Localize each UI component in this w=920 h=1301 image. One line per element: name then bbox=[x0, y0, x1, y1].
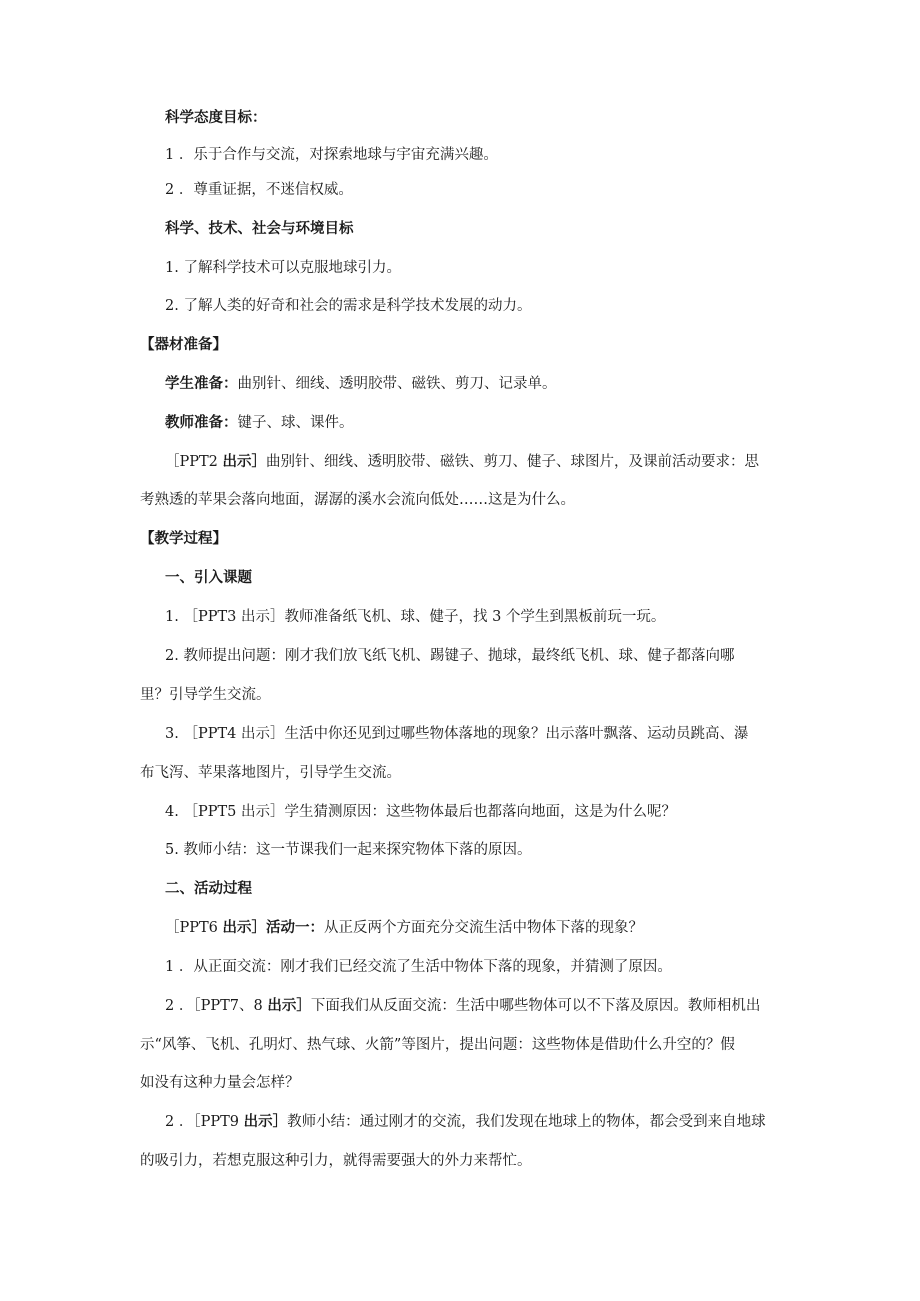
activity-one-text: 从正反两个方面充分交流生活中物体下落的现象？ bbox=[324, 920, 644, 936]
activity-heading: 二、活动过程 bbox=[165, 881, 252, 897]
intro-item-3-line-1: 3. ［PPT4 出示］生活中你还见到过哪些物体落地的现象？出示落叶飘落、运动员跳高、瀑 bbox=[165, 726, 749, 742]
student-prep-line bbox=[165, 374, 557, 394]
activity-item-2-line-1 bbox=[165, 996, 760, 1016]
teacher-prep-line bbox=[165, 413, 354, 433]
intro-item-5: 5. 教师小结：这一节课我们一起来探究物体下落的原因。 bbox=[165, 842, 532, 858]
activity-item-2-line-3: 如没有这种力量会怎样？ bbox=[140, 1075, 300, 1091]
ppt2-line-1 bbox=[165, 452, 759, 472]
activity-one-prefix: ［PPT6 bbox=[165, 920, 223, 936]
ppt2-line-2: 考熟透的苹果会落向地面，潺潺的溪水会流向低处……这是为什么。 bbox=[140, 492, 575, 508]
attitude-goal-item-1: 1 ．乐于合作与交流，对探索地球与宇宙充满兴趣。 bbox=[165, 147, 498, 163]
activity-item-2-prefix: 2 ．［PPT7、8 bbox=[165, 998, 268, 1014]
activity-item-3-show-label: 出示］ bbox=[243, 1114, 288, 1130]
activity-one-line bbox=[165, 918, 643, 938]
intro-item-2-line-2: 里？引导学生交流。 bbox=[140, 687, 271, 703]
teacher-prep-text: 键子、球、课件。 bbox=[237, 415, 354, 431]
activity-item-3-line-2: 的吸引力，若想克服这种引力，就得需要强大的外力来帮忙。 bbox=[140, 1153, 532, 1169]
activity-item-3-line-1 bbox=[165, 1112, 766, 1132]
activity-item-1: 1 ．从正面交流：刚才我们已经交流了生活中物体下落的现象，并猜测了原因。 bbox=[165, 959, 672, 975]
activity-item-3-text: 教师小结：通过刚才的交流，我们发现在地球上的物体，都会受到来自地球 bbox=[287, 1114, 766, 1130]
intro-heading: 一、引入课题 bbox=[165, 570, 252, 586]
stse-goal-heading: 科学、技术、社会与环境目标 bbox=[165, 221, 354, 237]
intro-item-3-line-2: 布飞泻、苹果落地图片，引导学生交流。 bbox=[140, 765, 401, 781]
activity-item-2-text: 下面我们从反面交流：生活中哪些物体可以不下落及原因。教师相机出 bbox=[310, 998, 761, 1014]
materials-heading: 【器材准备】 bbox=[140, 337, 227, 353]
activity-item-2-show-label: 出示］ bbox=[267, 998, 311, 1014]
ppt2-show-label: 出示］ bbox=[222, 454, 267, 470]
stse-goal-item-2: 2. 了解人类的好奇和社会的需求是科学技术发展的动力。 bbox=[165, 298, 532, 314]
ppt2-text: 曲别针、细线、透明胶带、磁铁、剪刀、健子、球图片，及课前活动要求：思 bbox=[266, 454, 760, 470]
activity-item-2-line-2: 示“风筝、飞机、孔明灯、热气球、火箭”等图片，提出问题：这些物体是借助什么升空的？假 bbox=[140, 1037, 735, 1053]
activity-item-3-prefix: 2 ．［PPT9 bbox=[165, 1114, 244, 1130]
ppt2-prefix: ［PPT2 bbox=[165, 454, 223, 470]
student-prep-label: 学生准备： bbox=[165, 376, 238, 392]
stse-goal-item-1: 1. 了解科学技术可以克服地球引力。 bbox=[165, 260, 401, 276]
process-heading: 【教学过程】 bbox=[140, 531, 227, 547]
attitude-goal-heading: 科学态度目标： bbox=[165, 110, 267, 126]
intro-item-2-line-1: 2. 教师提出问题：刚才我们放飞纸飞机、踢键子、抛球，最终纸飞机、球、健子都落向哪 bbox=[165, 648, 735, 664]
student-prep-text: 曲别针、细线、透明胶带、磁铁、剪刀、记录单。 bbox=[237, 376, 557, 392]
teacher-prep-label: 教师准备： bbox=[165, 415, 238, 431]
intro-item-4: 4. ［PPT5 出示］学生猜测原因：这些物体最后也都落向地面，这是为什么呢？ bbox=[165, 804, 676, 820]
attitude-goal-item-2: 2 ．尊重证据，不迷信权威。 bbox=[165, 182, 353, 198]
activity-one-label: 出示］活动一： bbox=[222, 920, 325, 936]
intro-item-1: 1. ［PPT3 出示］教师准备纸飞机、球、健子，找 3 个学生到黑板前玩一玩。 bbox=[165, 609, 666, 625]
